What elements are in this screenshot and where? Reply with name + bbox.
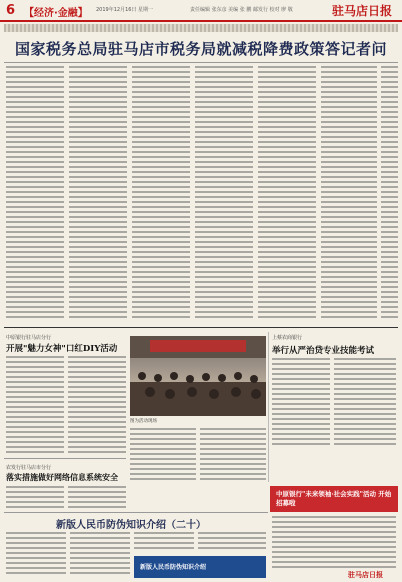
bottom-center-col-3: [134, 532, 194, 552]
event-photo-scene: [130, 336, 266, 416]
photo-story-col-2: [200, 428, 266, 484]
photo-story-col-1: [130, 428, 196, 484]
right-story-col-1: [272, 358, 330, 446]
issue-date: 2019年12月16日 星期一: [96, 7, 154, 13]
bottom-left-kicker: 农发行驻马店市分行: [6, 465, 52, 471]
bottom-center-col-2: [70, 532, 130, 578]
bottom-left-headline: 落实措施做好网络信息系统安全: [6, 472, 118, 482]
bottom-left-divider: [4, 458, 126, 459]
lead-column-7: [381, 66, 398, 324]
bottom-center-headline: 新版人民币防伪知识介绍（二十）: [56, 520, 206, 531]
footer-stamp: 驻马店日报: [348, 570, 383, 579]
lead-headline: 国家税务总局驻马店市税务局就减税降费政策答记者问: [14, 40, 387, 58]
left-story-headline: 开展"魅力女神"口红DIY活动: [6, 344, 118, 354]
decorative-band: [4, 24, 398, 32]
newspaper-brand: 驻马店日报: [332, 4, 393, 18]
lead-column-4: [195, 66, 253, 324]
page-header: [0, 0, 402, 22]
lead-column-3: [132, 66, 190, 324]
right-story-kicker: 上蔡农商银行: [272, 335, 303, 341]
red-banner-body: [272, 516, 396, 572]
left-story-col-2: [68, 356, 126, 454]
right-story-headline: 举行从严治贷专业技能考试: [272, 346, 375, 356]
bottom-center-col-1: [6, 532, 66, 578]
left-story-kicker: 中原银行驻马店分行: [6, 335, 52, 341]
section-title: 【经济·金融】: [24, 8, 88, 19]
bottom-center-divider: [4, 512, 268, 513]
lead-divider: [4, 62, 398, 63]
bottom-center-col-4: [198, 532, 266, 552]
photo-caption: 图为活动现场: [130, 419, 157, 424]
lead-column-1: [6, 66, 64, 324]
bottom-left-col-1: [6, 486, 64, 510]
red-banner: [270, 486, 398, 512]
lead-column-6: [321, 66, 377, 324]
section-divider: [4, 327, 398, 328]
right-story-col-2: [334, 358, 396, 446]
right-story-rule: [268, 332, 269, 482]
red-banner-headline: 中原银行"未来领袖·社会实践"活动 开始招募啦: [276, 490, 392, 507]
info-box: [134, 556, 266, 578]
left-story-col-1: [6, 356, 64, 454]
lead-column-2: [69, 66, 127, 324]
page-number: 6: [6, 3, 16, 18]
event-photo: [130, 336, 266, 416]
bottom-left-col-2: [68, 486, 126, 510]
info-box-title: 新版人民币防伪知识介绍: [140, 564, 207, 571]
editors-line: 责任编辑 张东彦 美编 张 鹏 邮发行 校对 廖 敬: [190, 7, 293, 13]
lead-column-5: [258, 66, 316, 324]
header-rule: [0, 20, 402, 22]
